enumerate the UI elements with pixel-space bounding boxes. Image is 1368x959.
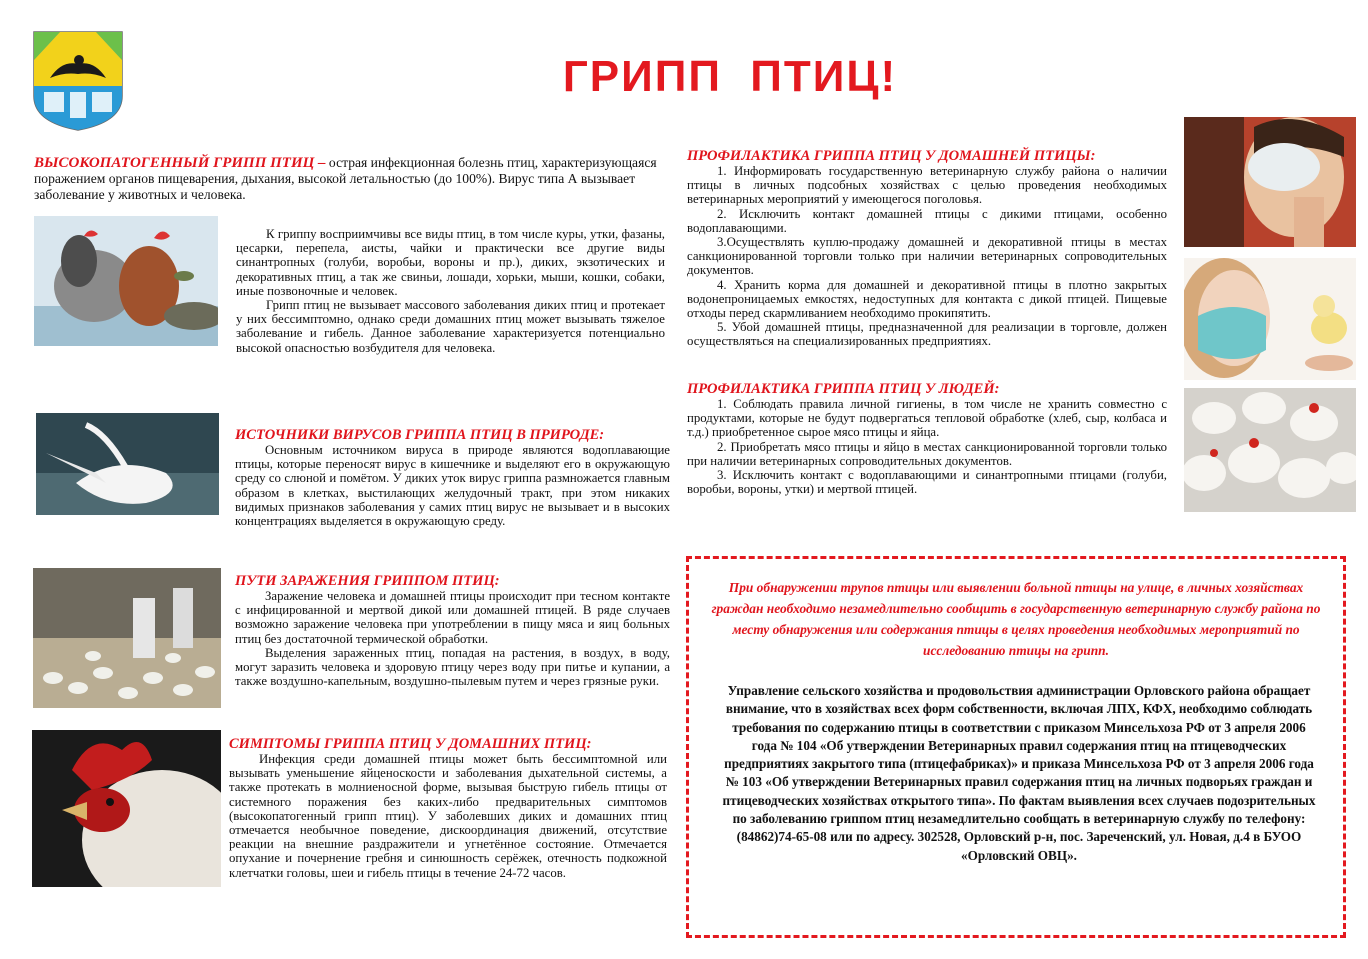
prevention-people-item: 1. Соблюдать правила личной гигиены, в том числе не хранить совместно с продуктами, которые не будут подвергаться тепловой обработке (хлеб, сыр, колбаса и т.д.) приобретенное сырое мясо птицы и яйца.: [687, 397, 1167, 440]
infection-p1: Заражение человека и домашней птицы происходит при тесном контакте с инфицированной и мертвой дикой или домашней птицей. В ряде случаев возможно заражение человека при употреблении в пищу мяса и яиц больных птиц без достаточной термической обработки.: [235, 589, 670, 646]
prevention-people-section: [687, 381, 1167, 496]
prevention-people-heading: ПРОФИЛАКТИКА ГРИППА ПТИЦ У ЛЮДЕЙ:: [687, 381, 1000, 397]
notice-black-text: Управление сельского хозяйства и продовольствия администрации Орловского района обращает внимание, что в хозяйствах всех форм собственности, включая ЛПХ, КФХ, необходимо соблюдать требования по содержанию птицы в соответствии с приказом Минсельхоза РФ от 3 апреля 2006 года № 104 «Об утверждении Ветеринарных правил содержания птиц на птицеводческих предприятиях закрытого типа (птицефабриках)» и приказа Минсельхоза РФ от 3 апреля 2006 года № 103 «Об утверждении Ветеринарных правил содержания птиц на личных подворьях граждан и птицеводческих хозяйствах открытого типа». По фактам выявления всех случаев подозрительных по заболеванию гриппом птиц незамедлительно сообщать в ветеринарную службу по телефону: (84862)74-65-08 или по адресу. 302528, Орловский р-н, пос. Зареченский, ул. Новая, д.4 в БУОО «Орловский ОВЦ».: [722, 683, 1316, 863]
intro-lead: ВЫСОКОПАТОГЕННЫЙ ГРИПП ПТИЦ –: [34, 155, 326, 171]
rooster-ducks-photo: [34, 216, 218, 346]
susceptible-p2: Грипп птиц не вызывает массового заболевания диких птиц и протекает у них бессимптомно, однако среди домашних птиц может вызывать тяжелое заболевание и гибель. Данное заболевание характеризуется потенциально высокой опасностью возбудителя для человека.: [236, 298, 665, 355]
page-title: ГРИПП ПТИЦ!: [562, 52, 898, 101]
symptoms-section: [229, 736, 667, 880]
susceptible-text: [236, 227, 665, 355]
notice-red-text: При обнаружении трупов птицы или выявлении больной птицы на улице, в личных хозяйствах граждан необходимо незамедлительно сообщить в государственную ветеринарную службу района по месту обнаружения или содержания птицы в целях проведения необходимых мероприятий по исследованию птицы на грипп.: [711, 580, 1321, 658]
notice-box: [686, 556, 1346, 938]
prevention-poultry-item: 4. Хранить корма для домашней и декоративной птицы в плотно закрытых водонепроницаемых емкостях, недоступных для контакта с дикой птицей. Пищевые отходы перед скармливанием необходимо прокипятить.: [687, 277, 1167, 321]
sources-section: [235, 427, 670, 528]
infection-p2: Выделения зараженных птиц, попадая на растения, в воздух, в воду, могут заразить человека и здоровую птицу через воду при питье и купании, а также воздушно-капельным, воздушно-пылевым путем и через грязные руки.: [235, 645, 670, 689]
prevention-poultry-item: 5. Убой домашней птицы, предназначенной для реализации в торговле, должен осуществляться на специализированных предприятиях.: [687, 320, 1167, 349]
poultry-farm-photo: [33, 568, 221, 708]
masked-boy-photo: [1184, 117, 1356, 247]
infection-section: [235, 573, 670, 688]
intro: [34, 155, 664, 203]
prevention-poultry-heading: ПРОФИЛАКТИКА ГРИППА ПТИЦ У ДОМАШНЕЙ ПТИЦЫ:: [687, 148, 1096, 164]
symptoms-p1: Инфекция среди домашней птицы может быть бессимптомной или вызывать уменьшение яйценоскости и заболевания дыхательной системы, а также протекать в молниеносной форме, вызывая быструю гибель птицы от системного поражения без каких-либо предварительных симптомов (высокопатогенный грипп птиц). У заболевших диких и домашних птиц отмечается необычное поведение, дискоординация движений, отсутствие реакции на внешние раздражители и угнетённое состояние. Отмечается опухание и почернение гребня и синюшность серёжек, отечность подкожной клетчатки головы, шеи и гибель птицы в течение 24-72 часов.: [229, 752, 667, 880]
rooster-head-photo: [32, 730, 221, 887]
susceptible-p1: К гриппу восприимчивы все виды птиц, в том числе куры, утки, фазаны, цесарки, перепела, аисты, чайки и практически все другие виды синантропных (голуби, воробьи, вороны и пр.), диких, экзотических и декоративных птиц, а так же свиньи, лошади, хорьки, мыши, кошки, собаки, иные позвоночные и человек.: [236, 227, 665, 298]
symptoms-heading: СИМПТОМЫ ГРИППА ПТИЦ У ДОМАШНИХ ПТИЦ:: [229, 736, 592, 752]
intro-text: острая инфекционная болезнь птиц, характеризующаяся поражением органов пищеварения, дыхания, высокой летальностью (до 100%). Вирус типа А вызывает заболевание у животных и человека.: [34, 155, 657, 202]
masked-girl-chick-photo: [1184, 258, 1356, 380]
infection-heading: ПУТИ ЗАРАЖЕНИЯ ГРИППОМ ПТИЦ:: [235, 573, 500, 589]
sources-heading: ИСТОЧНИКИ ВИРУСОВ ГРИППА ПТИЦ В ПРИРОДЕ:: [235, 427, 605, 443]
swan-photo: [36, 413, 219, 515]
prevention-poultry-item: 1. Информировать государственную ветеринарную службу района о наличии птицы в личных подсобных хозяйствах с целью проведения необходимых ветеринарных мероприятий у имеющегося поголовья.: [687, 164, 1167, 207]
sources-p1: Основным источником вируса в природе являются водоплавающие птицы, которые переносят вирус в кишечнике и выделяют его в окружающую среду со слюной и помётом. У диких уток вирус гриппа размножается главным образом в клетках, выстилающих желудочный тракт, при этом никаких видимых признаков заболевания у самих птиц вирус не вызывает и в высоких концентрациях выделяется в окружающую среду.: [235, 443, 670, 529]
white-chickens-photo: [1184, 388, 1356, 512]
prevention-people-item: 3. Исключить контакт с водоплавающими и синантропными птицами (голуби, воробьи, вороны, утки) и мертвой птицей.: [687, 468, 1167, 497]
coat-of-arms-icon: [32, 30, 124, 132]
prevention-people-item: 2. Приобретать мясо птицы и яйцо в местах санкционированной торговли только при наличии ветеринарных сопроводительных документов.: [687, 439, 1167, 468]
prevention-poultry-item: 2. Исключить контакт домашней птицы с дикими птицами, особенно водоплавающими.: [687, 206, 1167, 235]
prevention-poultry-section: [687, 148, 1167, 349]
prevention-poultry-item: 3.Осуществлять куплю-продажу домашней и декоративной птицы в местах санкционированной торговли только при наличии ветеринарных сопроводительных документов.: [687, 235, 1167, 278]
